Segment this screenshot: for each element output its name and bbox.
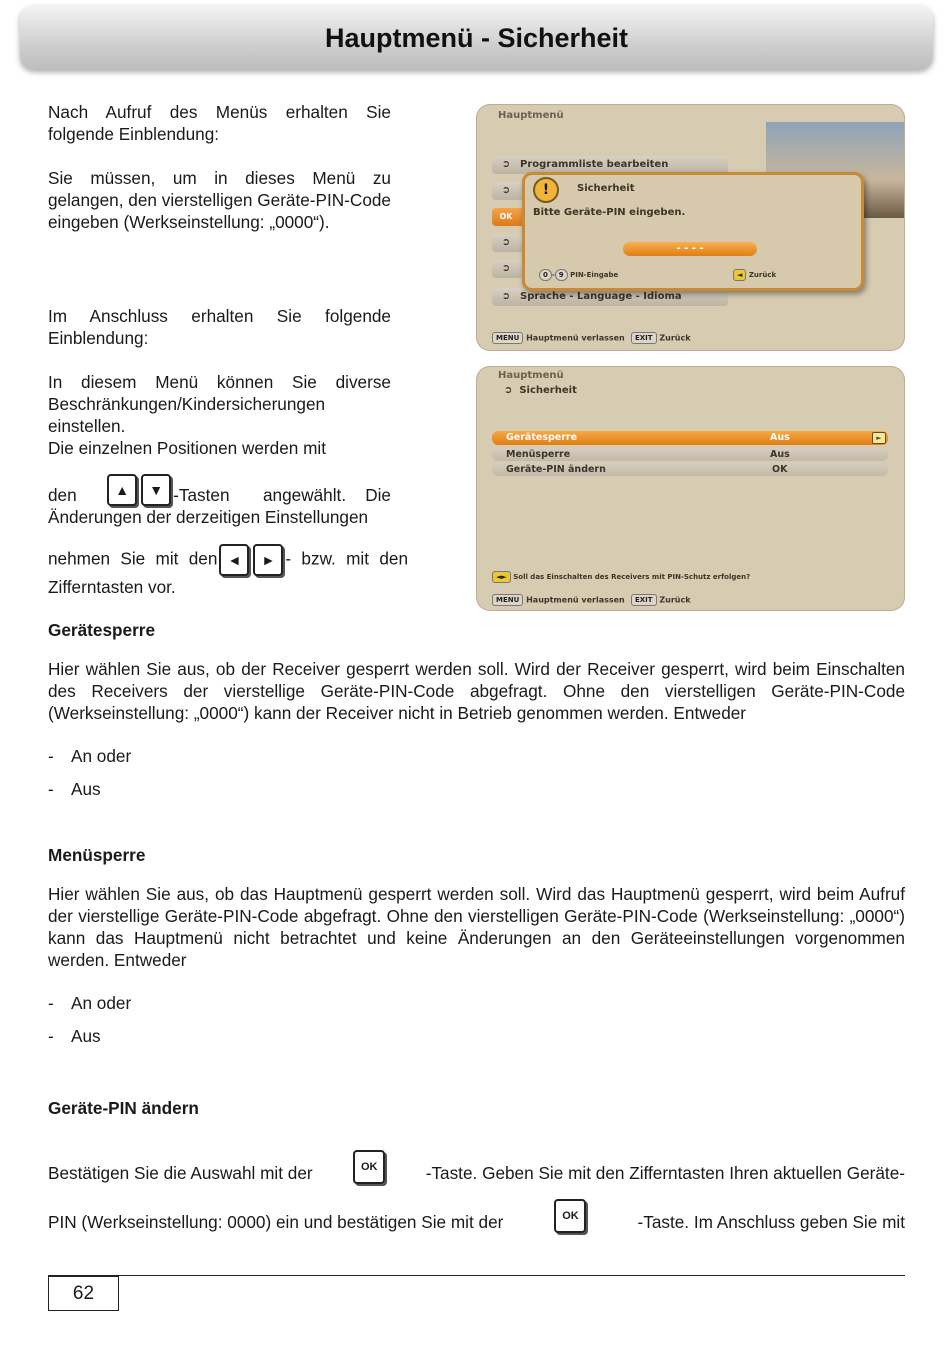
intro-paragraph-6-start: den [48,485,77,505]
right-key-icon: ► [253,544,283,576]
list-item: - Aus [48,779,101,799]
ok-key-icon: OK [353,1150,385,1184]
digit-0-key-icon: 0 [539,269,552,281]
intro-paragraph-7-start: nehmen Sie mit den [48,548,218,569]
up-key-icon: ▲ [107,474,137,506]
intro-paragraph-1: Nach Aufruf des Menüs erhalten Sie folgende Einblendung: [48,102,391,144]
dialog-prompt: Bitte Geräte-PIN eingeben. [533,207,686,218]
screen1-footer-menu: MENU Hauptmenü verlassen [492,332,625,344]
row-menuesperre[interactable]: Menüsperre Aus [492,448,888,461]
screen1-footer-exit: EXIT Zurück [631,332,691,344]
left-arrow-key-icon: ◄ [733,269,746,281]
dialog-hint: 0 - 9 PIN-Eingabe [539,269,618,281]
row-geraetesperre[interactable]: Gerätesperre Aus ► [492,431,888,445]
section-text-menuesperre: Hier wählen Sie aus, ob das Hauptmenü gesperrt werden soll. Wird das Hauptmenü gesperrt, wird beim Aufruf der vierstellige Geräte-PIN-Code abgefragt. Ohne den vierstelligen Geräte-PIN-Code (Werkseinstellung: „0000“) kann das Hauptmenü nicht betrachtet und keine Änderungen an den Geräteeinstellungen vorgenommen werden. Entweder [48,884,905,970]
page-number: 62 [48,1276,119,1311]
screen1-title: Hauptmenü [498,110,564,121]
section-heading-pin: Geräte-PIN ändern [48,1098,199,1118]
row-pin-aendern[interactable]: Geräte-PIN ändern OK [492,463,888,476]
intro-paragraph-3: Im Anschluss erhalten Sie folgende Einblendung: [48,306,391,348]
intro-paragraph-6 [48,474,391,528]
section-text-geraetesperre: Hier wählen Sie aus, ob der Receiver gesperrt werden soll. Wird der Receiver gesperrt, wird beim Einschalten des Receivers der vierstellige Geräte-PIN-Code abgefragt. Ohne den vierstelligen Geräte-PIN-Code (Werkseinstellung: „0000“) kann der Receiver nicht in Betrieb genommen werden. Entweder [48,659,905,723]
section-heading-geraetesperre: Gerätesperre [48,620,156,640]
intro-paragraph-6-end-second: Änderungen der derzeitigen Einstellungen [48,507,369,527]
intro-paragraph-5: Die einzelnen Positionen werden mit [48,438,327,458]
down-key-icon: ▼ [141,474,171,506]
screen1-menu-item-6: ➲ Sprache - Language - Idioma [492,288,728,306]
right-arrow-icon: ► [872,432,886,444]
intro-paragraph-7 [48,544,408,598]
warning-icon: ! [533,177,559,203]
left-right-key-icon: ◄► [492,571,511,583]
screen1-menu-item-2: ➲ [492,182,532,200]
screen2-info: ◄► Soll das Einschalten des Receivers mit PIN-Schutz erfolgen? [492,571,750,583]
screen1-menu-item-1: ➲ Programmliste bearbeiten [492,156,728,174]
screen2-footer-exit: EXIT Zurück [631,594,691,606]
security-menu-screenshot [476,366,905,611]
intro-paragraph-2: Sie müssen, um in dieses Menü zu gelangen, den vierstelligen Geräte-PIN-Code eingeben (Werkseinstellung: „0000“). [48,168,391,232]
footer-rule [48,1275,905,1276]
section-heading-menuesperre: Menüsperre [48,845,146,865]
page-header [20,6,933,70]
intro-paragraph-7-end: - bzw. mit den Zifferntasten vor. [48,548,408,597]
pin-entry-screenshot [476,104,905,351]
screen2-title: Hauptmenü [498,370,564,381]
intro-paragraph-4: In diesem Menü können Sie diverse Beschränkungen/Kindersicherungen einstellen. [48,372,391,436]
screen1-menu-item-3: OK [492,208,532,226]
list-item: - An oder [48,993,132,1013]
ok-key-icon: OK [554,1199,586,1233]
pin-input-field[interactable]: - - - - [623,242,757,256]
screen2-subtitle: ➲ Sicherheit [504,385,577,396]
digit-9-key-icon: 9 [555,269,568,281]
screen1-menu-item-4: ➲ [492,234,532,252]
list-item: - An oder [48,746,132,766]
dialog-back-hint: ◄ Zurück [733,269,776,281]
screen1-menu-item-5: ➲ [492,260,532,278]
screen2-footer-menu: MENU Hauptmenü verlassen [492,594,625,606]
page-title: Hauptmenü - Sicherheit [324,23,629,53]
list-item: - Aus [48,1026,101,1046]
intro-paragraph-6-end-first: -Tasten angewählt. Die [173,485,391,505]
pin-dialog [522,172,864,291]
left-key-icon: ◄ [219,544,249,576]
pin-line-1: Bestätigen Sie die Auswahl mit der OK -Taste. Geben Sie mit den Zifferntasten Ihren aktuellen Geräte- [48,1150,905,1184]
pin-line-2: PIN (Werkseinstellung: 0000) ein und bestätigen Sie mit der OK -Taste. Im Anschluss geben Sie mit [48,1199,905,1233]
dialog-title: Sicherheit [577,183,635,194]
